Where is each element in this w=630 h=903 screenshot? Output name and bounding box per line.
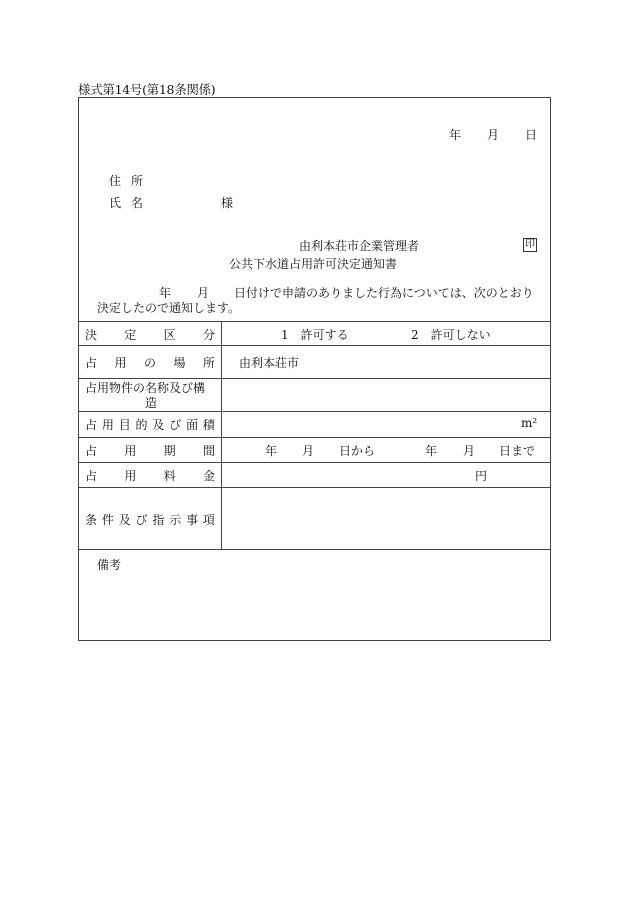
place-label: 占 用 の 場 所 — [85, 356, 215, 370]
option-permit: 1 許可する — [281, 328, 349, 342]
honorific: 様 — [221, 196, 234, 210]
period-start-day: 日から — [339, 444, 376, 458]
address-label-1: 住 — [109, 174, 122, 188]
date-month: 月 — [487, 128, 500, 142]
date-year: 年 — [449, 128, 462, 142]
body-text-line1: 日付けで申請のありました行為については、次のとおり — [234, 286, 534, 300]
option-deny: 2 許可しない — [411, 328, 491, 342]
period-label: 占 用 期 間 — [85, 444, 215, 458]
document-title: 公共下水道占用許可決定通知書 — [229, 257, 398, 271]
row-divider — [79, 487, 550, 488]
seal-mark: 印 — [525, 239, 535, 250]
period-start-month: 月 — [302, 444, 315, 458]
column-divider — [221, 321, 222, 549]
fee-unit: 円 — [475, 469, 488, 483]
fee-label: 占 用 料 金 — [85, 469, 215, 483]
object-label-line2: 造 — [145, 396, 158, 410]
object-label-line1: 占用物件の名称及び構 — [85, 381, 206, 395]
period-end-day: 日まで — [499, 444, 536, 458]
row-divider — [79, 321, 550, 322]
row-divider — [79, 549, 550, 550]
conditions-label: 条 件 及 び 指 示 事 項 — [85, 513, 215, 527]
body-year: 年 — [159, 286, 172, 300]
period-start-year: 年 — [265, 444, 278, 458]
purpose-label: 占 用 目 的 及 び 面 積 — [85, 418, 215, 432]
body-text-line2: 決定したので通知します。 — [97, 301, 241, 315]
form-number-label: 様式第14号(第18条関係) — [78, 82, 216, 97]
issuer-title: 由利本荘市企業管理者 — [299, 239, 420, 253]
decision-label: 決 定 区 分 — [85, 328, 215, 342]
remarks-label: 備考 — [97, 558, 122, 572]
body-month: 月 — [197, 286, 210, 300]
name-label-1: 氏 — [109, 196, 122, 210]
address-label-2: 所 — [131, 174, 144, 188]
period-end-year: 年 — [425, 444, 438, 458]
place-value: 由利本荘市 — [239, 356, 300, 370]
name-label-2: 名 — [131, 196, 144, 210]
notice-form — [78, 97, 551, 641]
row-divider — [79, 437, 550, 438]
row-divider — [79, 411, 550, 412]
row-divider — [79, 345, 550, 346]
row-divider — [79, 462, 550, 463]
date-day: 日 — [525, 128, 538, 142]
area-unit: m² — [521, 416, 538, 430]
period-end-month: 月 — [463, 444, 476, 458]
